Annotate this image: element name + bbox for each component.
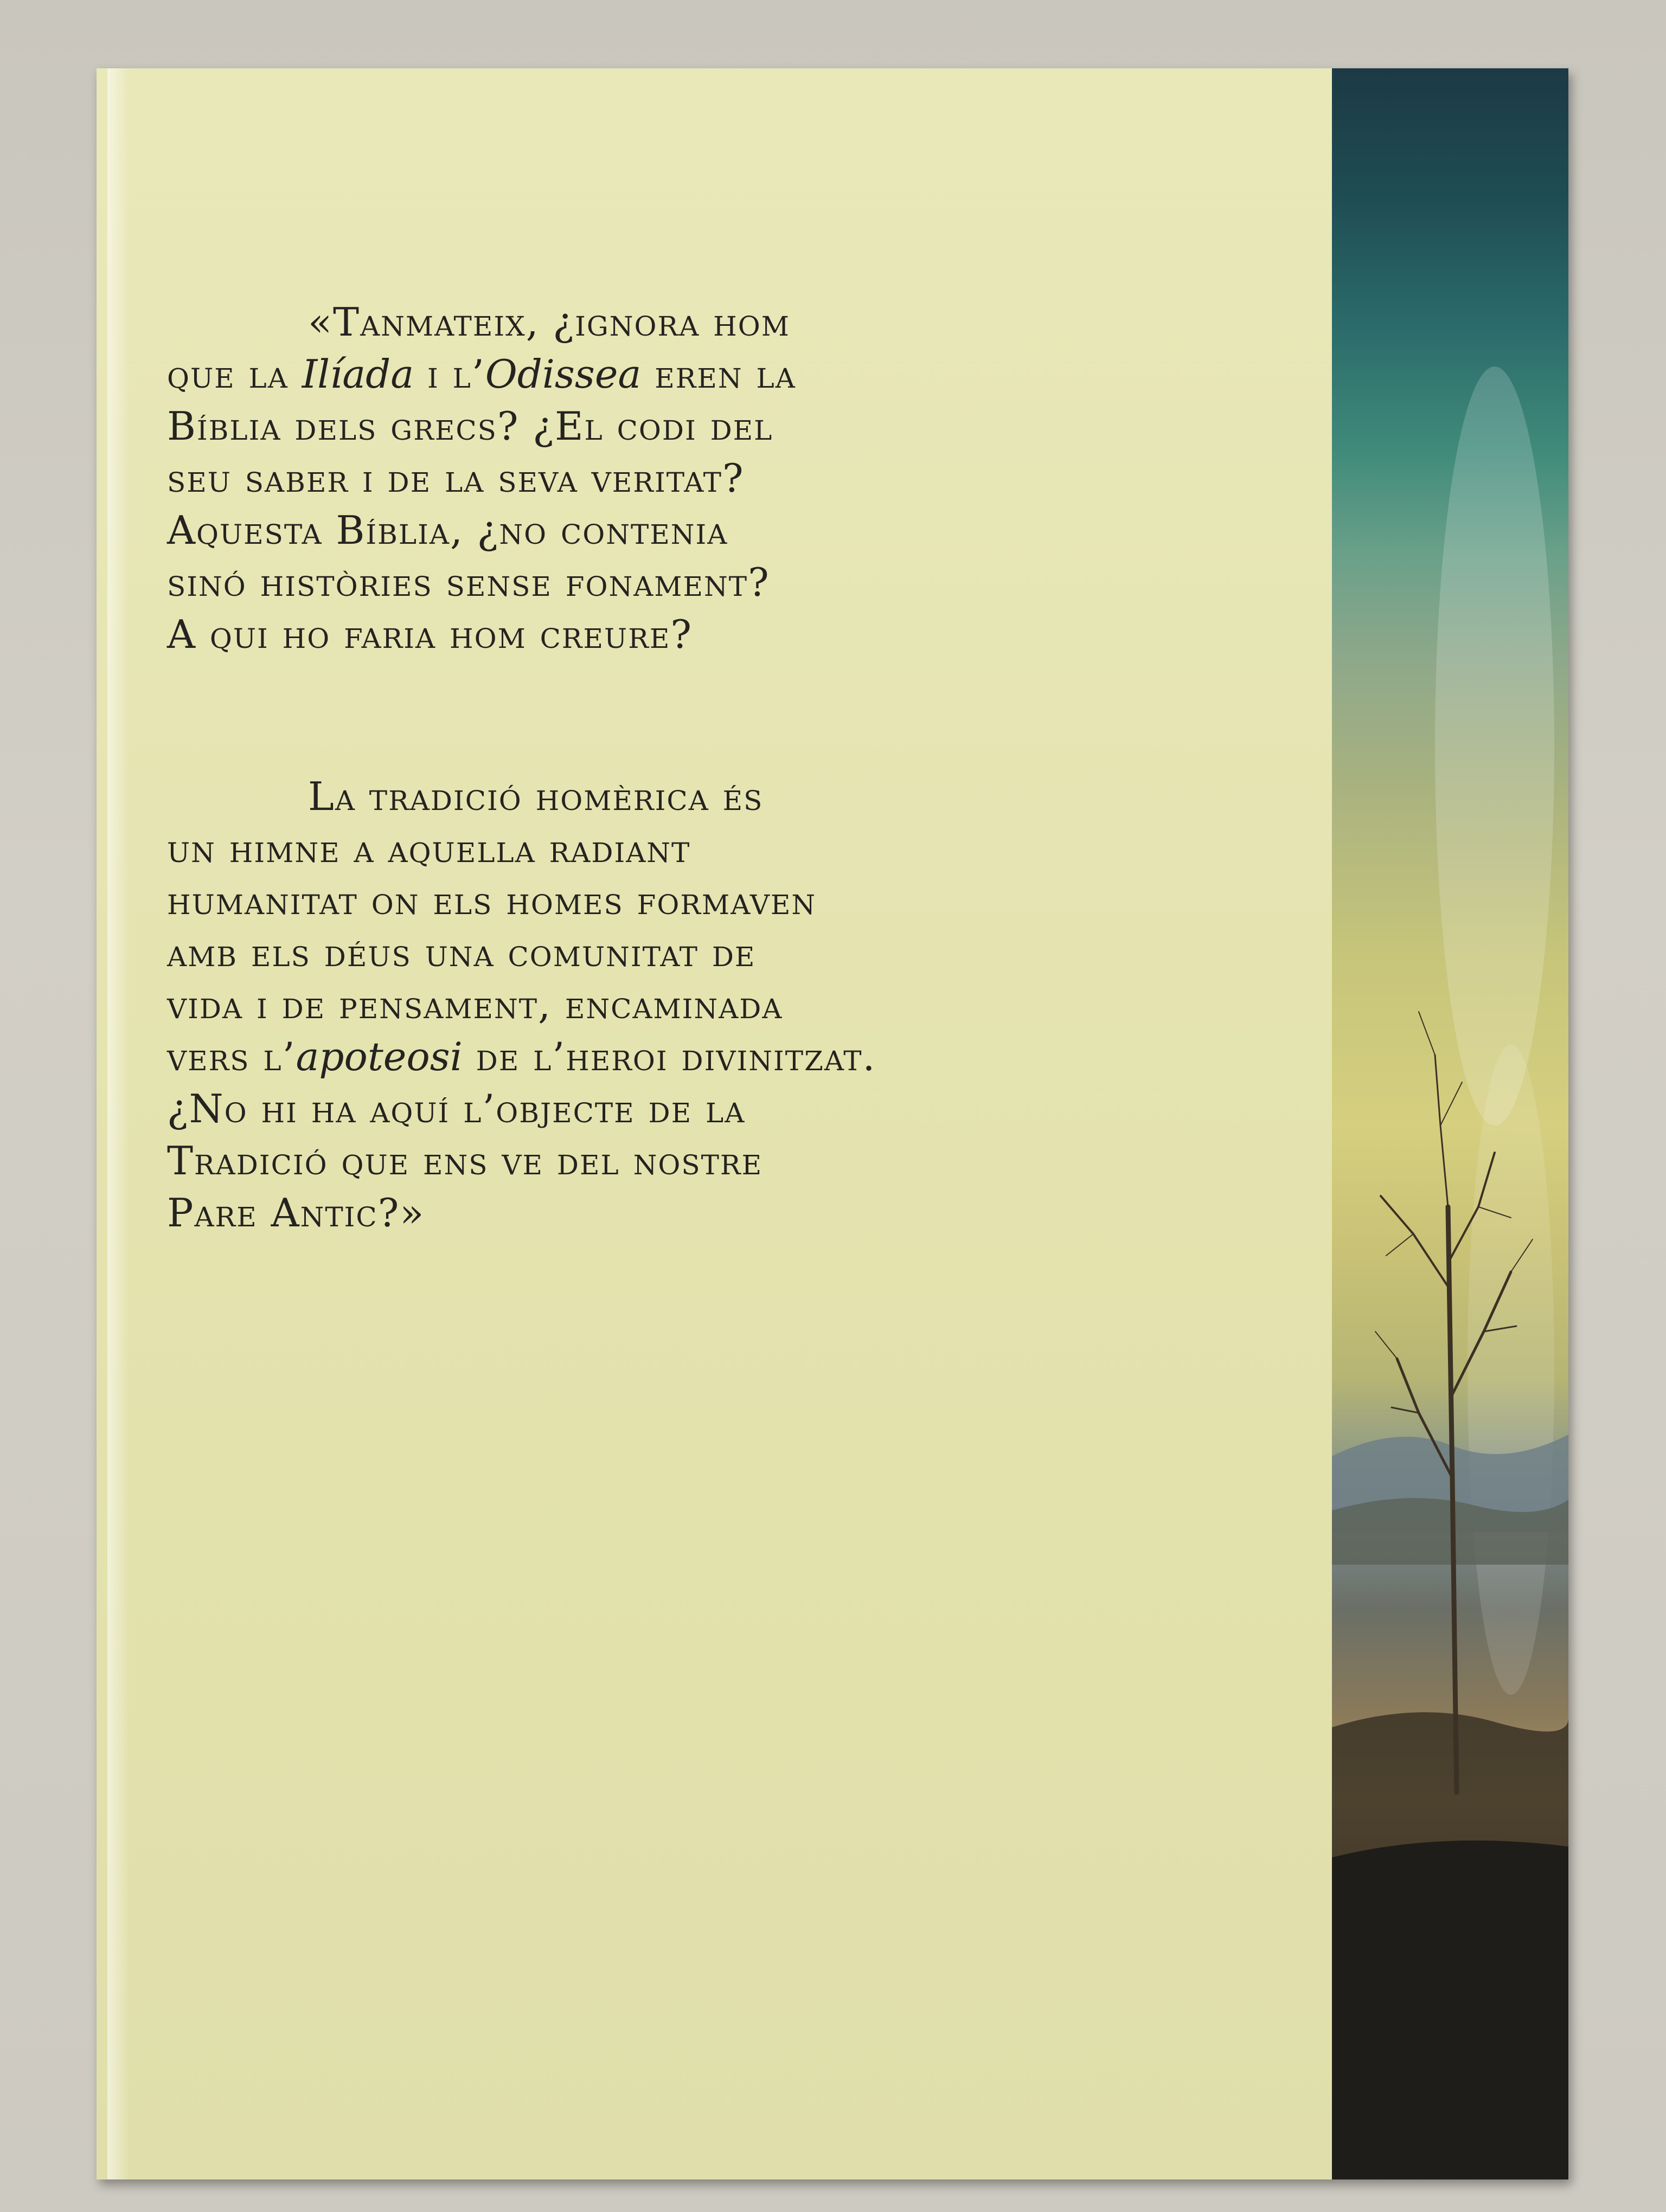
quote-line: sinó històries sense fonament? [167,560,770,605]
quote-line: un himne a aquella radiant [167,826,691,871]
quote-line: Tradició que ens ve del nostre [167,1138,763,1184]
quote-line: vers l’apoteosi de l’heroi divinitzat. [167,1034,876,1079]
quote-line: humanitat on els homes formaven [167,878,817,923]
quote-line: vida i de pensament, encaminada [167,982,783,1027]
cover-panel [97,68,1332,2179]
quote-line: ¿No hi ha aquí l’objecte de la [167,1086,746,1131]
quote-line: Pare Antic?» [167,1190,425,1236]
quote-line: que la Ilíada i l’Odissea eren la [167,351,796,397]
quote-paragraph-2 [167,770,926,1239]
quote-line: Aquesta Bíblia, ¿no contenia [167,507,728,553]
quote-line: «Tanmateix, ¿ignora hom [308,299,790,345]
quote-line: Bíblia dels grecs? ¿El codi del [167,403,773,449]
painting-strip [1332,68,1568,2179]
quote-line: seu saber i de la seva veritat? [167,455,745,501]
landscape-painting [1332,68,1568,2179]
quote-line: La tradició homèrica és [308,774,764,819]
quote-line: amb els déus una comunitat de [167,930,756,975]
quote-paragraph-1 [167,296,926,660]
edge-gloss [107,68,129,2179]
quote-line: A qui ho faria hom creure? [167,612,693,657]
book-back-cover [97,68,1568,2179]
